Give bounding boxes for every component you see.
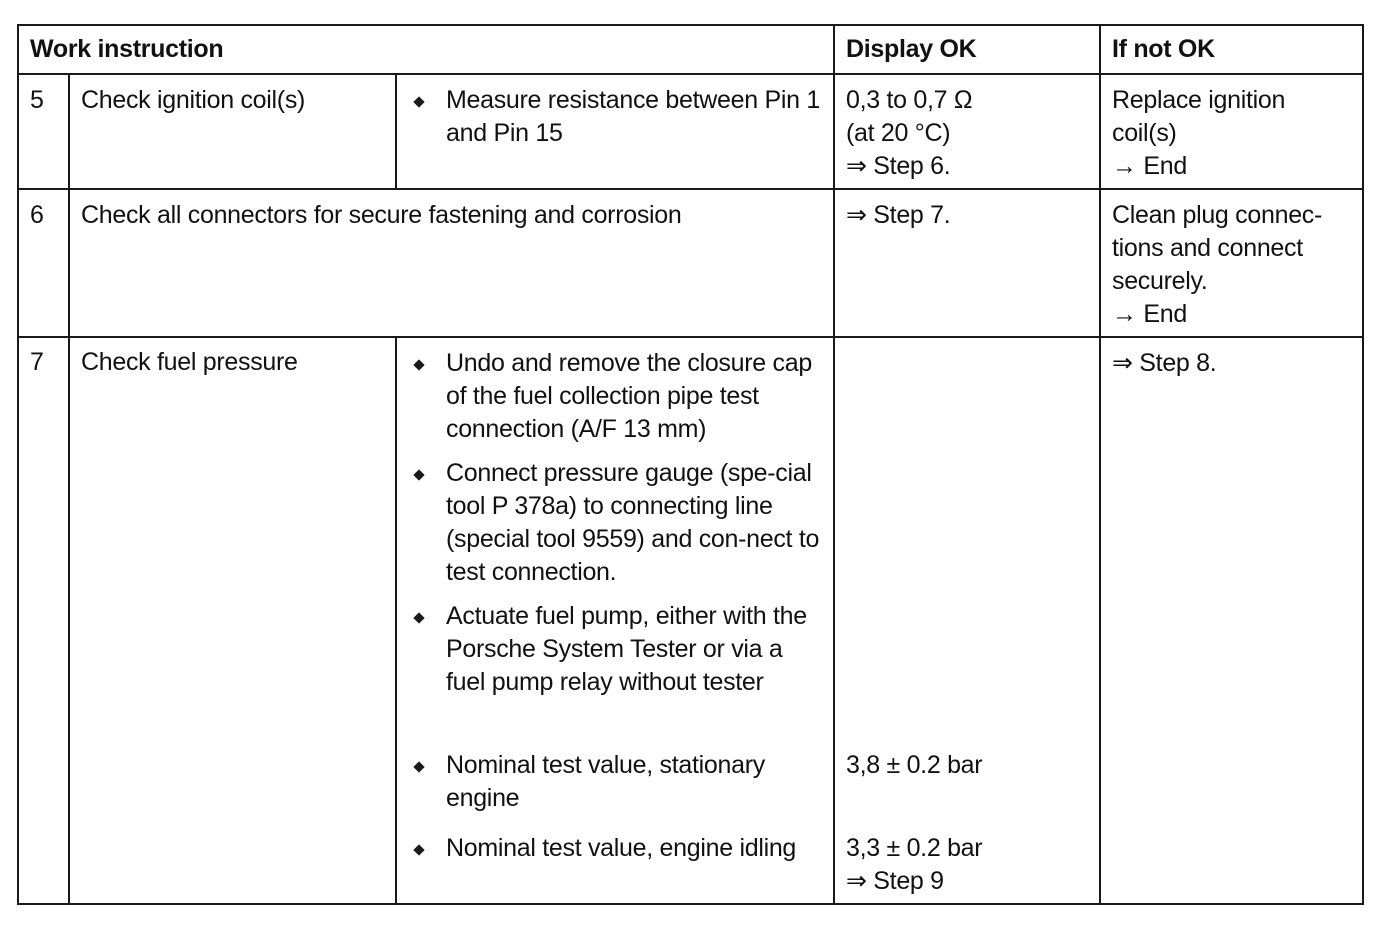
step-7-instruction-3: Actuate fuel pump, either with the Porsche System Tester or via a fuel pump relay without tester [446,602,807,696]
step-number-7: 7 [30,348,44,376]
header-if-not-ok: If not OK [1112,35,1215,63]
bullet-icon [413,844,424,855]
table-border-bottom [17,903,1364,905]
step-5-title: Check ignition coil(s) [81,86,306,114]
step-6-if-not-ok: Clean plug connec- tions and connect securely. → End [1112,201,1323,328]
step-7-instruction-5: Nominal test value, engine idling [446,834,797,862]
step-7-instruction-1: Undo and remove the closure cap of the fuel collection pipe test connection (A/F 13 mm) [446,349,812,443]
step-5-if-not-ok: Replace ignition coil(s) → End [1112,86,1286,180]
step-6-display-ok: ⇒ Step 7. [846,201,951,229]
instruction-column-divider-row7 [395,336,397,905]
table-border-left [17,24,19,905]
header-display-ok: Display OK [846,35,977,63]
display-column-divider [833,24,835,905]
step-5-instruction-1: Measure resistance between Pin 1 and Pin 15 [446,86,820,147]
bullet-icon [413,96,424,107]
row-5-divider [17,188,1364,190]
table-border-right [1362,24,1364,905]
step-7-instruction-4: Nominal test value, stationary engine [446,751,765,812]
ifnot-column-divider [1099,24,1101,905]
instruction-column-divider-row5 [395,73,397,190]
step-7-display-ok-idling: 3,3 ± 0.2 bar ⇒ Step 9 [846,834,983,895]
bullet-icon [413,469,424,480]
header-work-instruction: Work instruction [30,35,224,63]
bullet-icon [413,761,424,772]
step-6-title: Check all connectors for secure fastening and corrosion [81,201,682,229]
step-column-divider [68,73,70,905]
step-number-6: 6 [30,201,44,229]
bullet-icon [413,359,424,370]
step-7-if-not-ok: ⇒ Step 8. [1112,349,1217,377]
row-6-divider [17,336,1364,338]
step-7-instruction-2: Connect pressure gauge (spe-cial tool P 378a) to connecting line (special tool 9559) and con-nect to test connection. [446,459,820,586]
header-row-divider [17,73,1364,75]
bullet-icon [413,612,424,623]
step-7-display-ok-stationary: 3,8 ± 0.2 bar [846,751,983,779]
step-7-title: Check fuel pressure [81,348,298,376]
step-5-display-ok: 0,3 to 0,7 Ω (at 20 °C) ⇒ Step 6. [846,86,973,180]
step-number-5: 5 [30,86,44,114]
table-border-top [17,24,1364,26]
